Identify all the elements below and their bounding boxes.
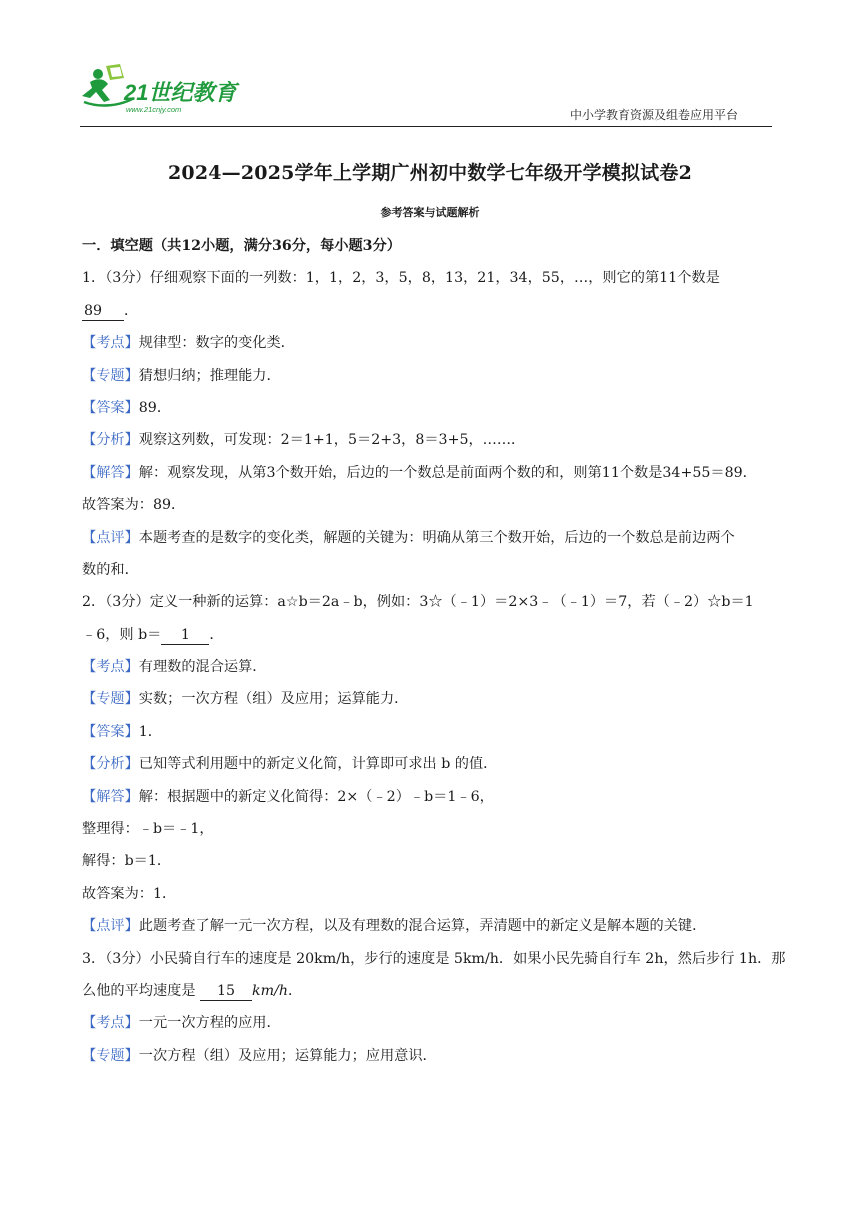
q3-stem: 3．（3分）小民骑自行车的速度是 20km/h，步行的速度是 5km/h．如果小民先骑自行车 2h，然后步行 1h．那 — [82, 950, 786, 967]
q2-jieda-3: 解得：b＝1． — [82, 853, 172, 870]
tag-zhuanti: 【专题】 — [82, 367, 139, 384]
q2-daan: 【答案】1． — [82, 723, 162, 740]
platform-name: 中小学教育资源及组卷应用平台 — [569, 108, 738, 122]
tag-fenxi: 【分析】 — [82, 432, 139, 449]
header-divider — [80, 126, 772, 127]
q3-kaodian: 【考点】一元一次方程的应用． — [82, 1015, 281, 1032]
q2-answer-blank: 1 — [161, 626, 209, 645]
q1-jieda-2: 故答案为：89． — [82, 497, 186, 514]
q1-fenxi: 【分析】观察这列数，可发现：2＝1+1，5＝2+3，8＝3+5，……． — [82, 432, 526, 449]
q1-answer-blank: 89 — [82, 302, 124, 321]
q2-dianping: 【点评】此题考查了解一元一次方程，以及有理数的混合运算，弄清题中的新定义是解本题的关键． — [82, 918, 707, 935]
page-title: 2024—2025学年上学期广州初中数学七年级开学模拟试卷2 — [168, 162, 692, 184]
q1-daan: 【答案】89． — [82, 399, 172, 416]
page-subtitle: 参考答案与试题解析 — [380, 206, 480, 219]
q2-stem: 2．（3分）定义一种新的运算：a☆b＝2a﹣b，例如：3☆（﹣1）＝2×3﹣（﹣1）＝7，若（﹣2）☆b＝1 — [82, 594, 754, 611]
q1-zhuanti: 【专题】猜想归纳；推理能力． — [82, 367, 281, 384]
q2-jieda: 【解答】解：根据题中的新定义化简得：2×（﹣2）﹣b＝1﹣6， — [82, 788, 494, 805]
document-body — [82, 230, 787, 1072]
q3-answer-blank: 15 — [200, 982, 252, 1001]
q1-kaodian: 【考点】规律型：数字的变化类． — [82, 335, 295, 352]
runner-logo-icon — [80, 62, 250, 118]
q2-jieda-2: 整理得：﹣b＝﹣1， — [82, 821, 214, 838]
q3-zhuanti: 【专题】一次方程（组）及应用；运算能力；应用意识． — [82, 1047, 437, 1064]
q2-zhuanti: 【专题】实数；一次方程（组）及应用；运算能力． — [82, 691, 409, 708]
section-heading: 一．填空题（共12小题，满分36分，每小题3分） — [82, 238, 401, 254]
tag-daan: 【答案】 — [82, 399, 139, 416]
q2-fenxi: 【分析】已知等式利用题中的新定义化简，计算即可求出 b 的值． — [82, 756, 498, 773]
q2-stem-cont: ﹣6，则 b＝ 1 ． — [82, 626, 224, 643]
page-header — [80, 62, 772, 128]
tag-kaodian: 【考点】 — [82, 335, 139, 352]
q1-stem-cont: 89 ． — [84, 302, 139, 319]
tag-jieda: 【解答】 — [82, 464, 139, 481]
q1-jieda: 【解答】解：观察发现，从第3个数开始，后边的一个数总是前面两个数的和，则第11个数是34+55＝89． — [82, 464, 757, 481]
q2-kaodian: 【考点】有理数的混合运算． — [82, 659, 267, 676]
tag-dianping: 【点评】 — [82, 529, 139, 546]
q1-dianping-2: 数的和． — [82, 561, 139, 578]
q2-jieda-4: 故答案为：1． — [82, 885, 177, 902]
q1-dianping: 【点评】本题考查的是数字的变化类，解题的关键为：明确从第三个数开始，后边的一个数总是前边两个 — [82, 529, 735, 546]
logo-url-text: www.21cnjy.com — [126, 105, 182, 114]
q3-stem-cont: 么他的平均速度是 15 km/h． — [82, 982, 303, 999]
logo — [80, 62, 250, 118]
q1-stem: 1．（3分）仔细观察下面的一列数：1，1，2，3，5，8，13，21，34，55，…，则它的第11个数是 — [82, 270, 720, 287]
logo-brand-text: 21世纪教育 — [124, 80, 237, 105]
q3-unit: km/h — [252, 982, 288, 999]
